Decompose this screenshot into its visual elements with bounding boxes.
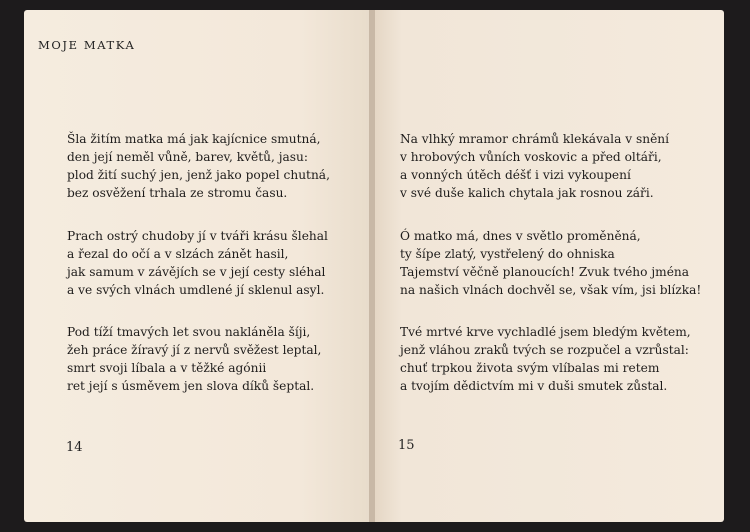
verse-line: a tvojím dědictvím mi v duši smutek zůstal.	[400, 379, 668, 393]
verse-line: Na vlhký mramor chrámů klekávala v snění	[400, 132, 670, 146]
verse-line: žeh práce žíravý jí z nervů svěžest leptal,	[67, 343, 322, 357]
verse-line: a ve svých vlnách umdlené jí sklenul asyl.	[67, 283, 325, 297]
verse-line: den její neměl vůně, barev, květů, jasu:	[67, 150, 308, 164]
verse-line: chuť trpkou života svým vlíbalas mi retem	[400, 361, 660, 375]
left-stanza-2	[67, 227, 328, 299]
book-gutter	[369, 10, 375, 522]
verse-line: ret její s úsměvem jen slova díků šeptal.	[67, 379, 315, 393]
verse-line: jak samum v závějích se v její cesty sléhal	[67, 265, 326, 279]
verse-line: Pod tíží tmavých let svou nakláněla šíji,	[67, 325, 311, 339]
verse-line: ty šípe zlatý, vystřelený do ohniska	[400, 247, 615, 261]
verse-line: na našich vlnách dochvěl se, však vím, jsi blízka!	[400, 283, 702, 297]
verse-line: bez osvěžení trhala ze stromu času.	[67, 186, 288, 200]
right-stanza-1	[400, 130, 669, 202]
verse-line: a řezal do očí a v slzách zánět hasil,	[67, 247, 289, 261]
verse-line: Tvé mrtvé krve vychladlé jsem bledým květem,	[400, 325, 691, 339]
verse-line: a vonných útěch déšť i vizi vykoupení	[400, 168, 631, 182]
page-number-right: 15	[398, 438, 415, 453]
verse-line: Prach ostrý chudoby jí v tváři krásu šlehal	[67, 229, 328, 243]
verse-line: Šla žitím matka má jak kajícnice smutná,	[67, 132, 321, 146]
right-stanza-3	[400, 323, 691, 395]
page-number-left: 14	[66, 440, 83, 455]
verse-line: jenž vláhou zraků tvých se rozpučel a vzrůstal:	[400, 343, 689, 357]
verse-line: smrt svoji líbala a v těžké agónii	[67, 361, 267, 375]
verse-line: v své duše kalich chytala jak rosnou záři.	[400, 186, 654, 200]
left-stanza-3	[67, 323, 321, 395]
left-stanza-1	[67, 130, 330, 202]
verse-line: Tajemství věčně planoucích! Zvuk tvého jména	[400, 265, 690, 279]
running-head: MOJE MATKA	[38, 38, 136, 52]
verse-line: v hrobových vůních voskovic a před oltáři,	[400, 150, 662, 164]
verse-line: plod žití suchý jen, jenž jako popel chutná,	[67, 168, 330, 182]
right-stanza-2	[400, 227, 701, 299]
verse-line: Ó matko má, dnes v světlo proměněná,	[400, 229, 641, 243]
